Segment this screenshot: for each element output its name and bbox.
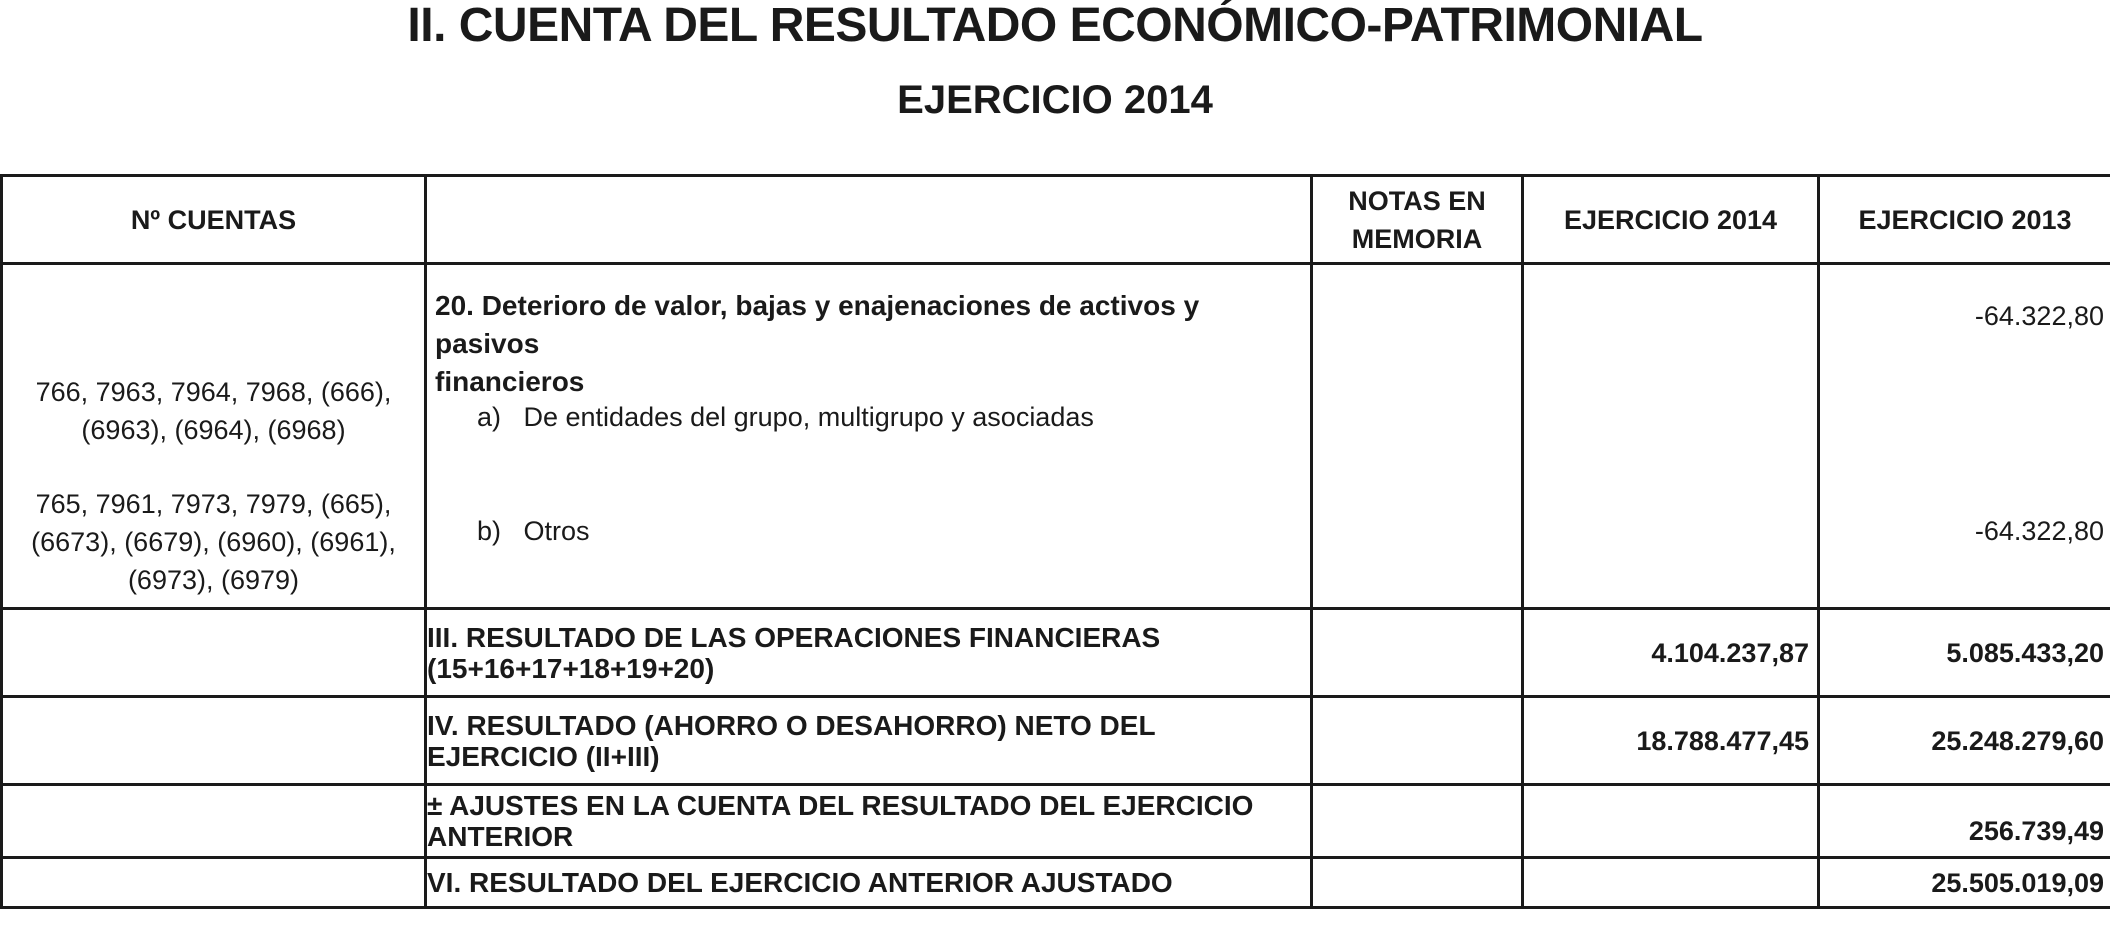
description-line: III. RESULTADO DE LAS OPERACIONES FINANCIERAS bbox=[427, 621, 1161, 653]
accounts-line: (6973), (6979) bbox=[127, 565, 300, 595]
year-2013-cell: 25.248.279,60 bbox=[1819, 697, 2110, 785]
description-line: ± AJUSTES EN LA CUENTA DEL RESULTADO DEL EJERCICIO bbox=[427, 790, 1254, 821]
description-cell bbox=[426, 264, 1312, 609]
accounts-line: 766, 7963, 7964, 7968, (666), bbox=[35, 377, 392, 407]
table-row bbox=[2, 858, 2110, 908]
year-2013-cell bbox=[1819, 264, 2110, 609]
description-line: 20. Deterioro de valor, bajas y enajenaciones de activos y pasivos bbox=[435, 290, 1200, 359]
description-line: EJERCICIO (II+III) bbox=[427, 740, 660, 772]
accounts-text-b bbox=[3, 485, 424, 599]
description-cell bbox=[426, 609, 1312, 697]
accounts-cell bbox=[2, 609, 426, 697]
column-header-year-2013: EJERCICIO 2013 bbox=[1819, 176, 2110, 264]
description-line: (15+16+17+18+19+20) bbox=[427, 652, 715, 684]
page-title: II. CUENTA DEL RESULTADO ECONÓMICO-PATRIMONIAL bbox=[407, 0, 1703, 52]
notes-cell bbox=[1312, 858, 1523, 908]
year-2013-cell: 256.739,49 bbox=[1819, 785, 2110, 858]
year-2014-cell: 4.104.237,87 bbox=[1523, 609, 1819, 697]
description-cell bbox=[426, 697, 1312, 785]
year-2014-cell bbox=[1523, 785, 1819, 858]
year-2013-cell: 5.085.433,20 bbox=[1819, 609, 2110, 697]
column-header-notes-line2: MEMORIA bbox=[1351, 223, 1483, 254]
year-2014-cell bbox=[1523, 858, 1819, 908]
row-20-2013-value: -64.322,80 bbox=[1974, 301, 2104, 331]
table-row bbox=[2, 785, 2110, 858]
year-2014-cell bbox=[1523, 264, 1819, 609]
accounts-cell bbox=[2, 697, 426, 785]
column-header-notes-line1: NOTAS EN bbox=[1348, 185, 1486, 216]
notes-cell bbox=[1312, 785, 1523, 858]
accounts-cell bbox=[2, 264, 426, 609]
subrow-b-description: b) Otros bbox=[477, 516, 590, 546]
accounts-line: (6673), (6679), (6960), (6961), bbox=[31, 527, 396, 557]
description-line: IV. RESULTADO (AHORRO O DESAHORRO) NETO DEL bbox=[427, 709, 1156, 741]
result-table bbox=[0, 174, 2110, 909]
column-header-description bbox=[426, 176, 1312, 264]
description-cell bbox=[426, 785, 1312, 858]
year-2014-cell: 18.788.477,45 bbox=[1523, 697, 1819, 785]
notes-cell bbox=[1312, 264, 1523, 609]
column-header-accounts: Nº CUENTAS bbox=[2, 176, 426, 264]
subrow-b-2013-value: -64.322,80 bbox=[1974, 516, 2104, 546]
description-line: financieros bbox=[435, 366, 585, 397]
description-cell: VI. RESULTADO DEL EJERCICIO ANTERIOR AJUSTADO bbox=[426, 858, 1312, 908]
column-header-notes bbox=[1312, 176, 1523, 264]
page-subtitle: EJERCICIO 2014 bbox=[897, 78, 1213, 122]
accounts-cell bbox=[2, 785, 426, 858]
column-header-year-2014: EJERCICIO 2014 bbox=[1523, 176, 1819, 264]
table-header-row bbox=[2, 176, 2110, 264]
table-row bbox=[2, 264, 2110, 609]
description-line: ANTERIOR bbox=[427, 821, 574, 852]
accounts-text-a bbox=[3, 373, 424, 449]
row-20-description bbox=[435, 287, 1310, 401]
year-2013-cell: 25.505.019,09 bbox=[1819, 858, 2110, 908]
subrow-a-description: a) De entidades del grupo, multigrupo y asociadas bbox=[477, 402, 1094, 432]
table-row bbox=[2, 697, 2110, 785]
table-row bbox=[2, 609, 2110, 697]
notes-cell bbox=[1312, 697, 1523, 785]
accounts-line: 765, 7961, 7973, 7979, (665), bbox=[35, 489, 392, 519]
accounts-line: (6963), (6964), (6968) bbox=[81, 415, 346, 445]
accounts-cell bbox=[2, 858, 426, 908]
notes-cell bbox=[1312, 609, 1523, 697]
